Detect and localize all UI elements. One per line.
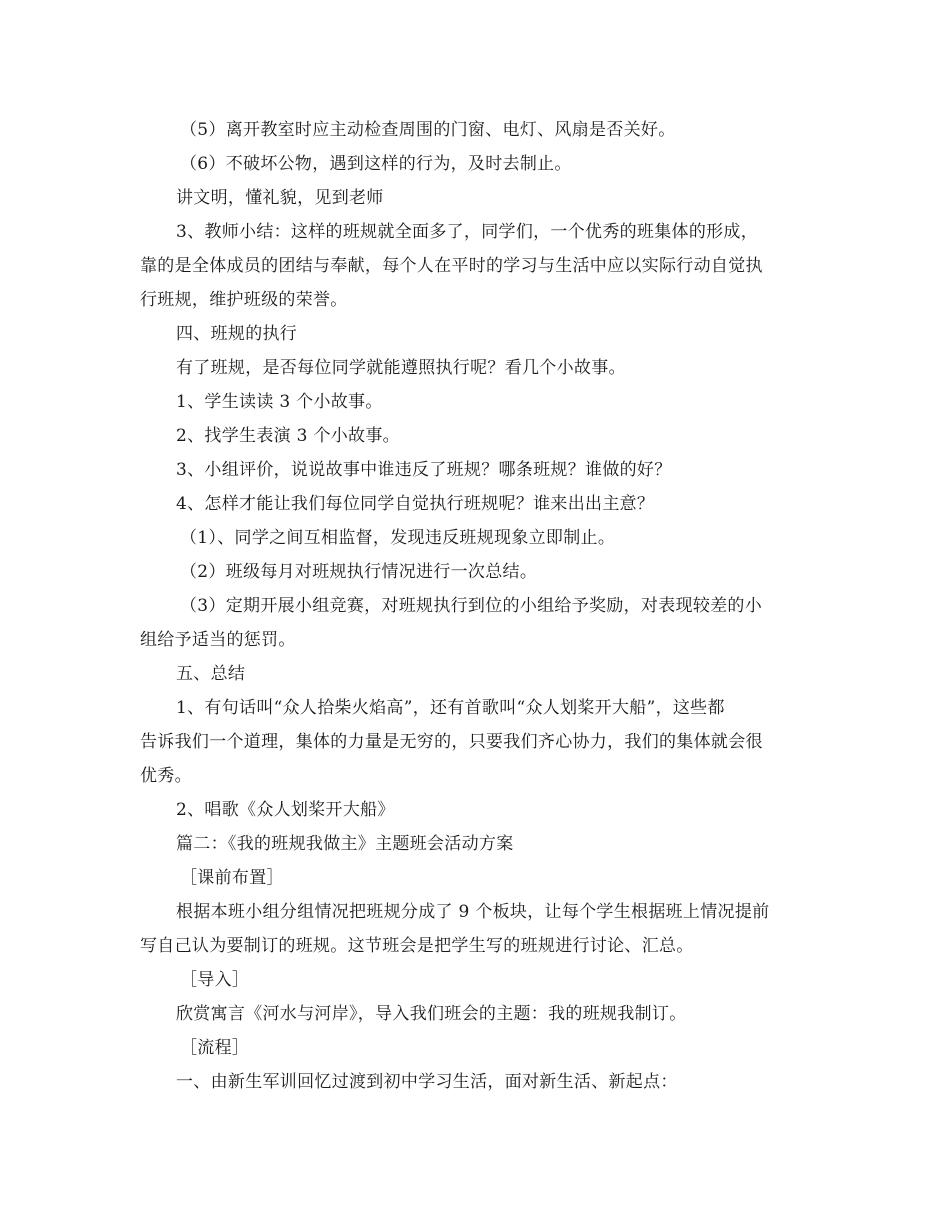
paragraph-line: 3、教师小结：这样的班规就全面多了，同学们，一个优秀的班集体的形成， bbox=[176, 222, 759, 242]
list-item: 2、唱歌《众人划桨开大船》 bbox=[176, 800, 395, 820]
paragraph-line: 组给予适当的惩罚。 bbox=[140, 630, 296, 650]
chapter-title: 篇二：《我的班规我做主》主题班会活动方案 bbox=[176, 834, 514, 854]
paragraph-line: 一、由新生军训回忆过渡到初中学习生活，面对新生活、新起点： bbox=[176, 1072, 678, 1092]
section-heading: 五、总结 bbox=[176, 664, 246, 684]
list-item: 2、找学生表演 3 个小故事。 bbox=[176, 426, 400, 446]
list-item: 1、学生读读 3 个小故事。 bbox=[176, 392, 383, 412]
paragraph-line: 告诉我们一个道理，集体的力量是无穷的，只要我们齐心协力，我们的集体就会很 bbox=[140, 732, 763, 752]
paragraph-line: 有了班规，是否每位同学就能遵照执行呢？看几个小故事。 bbox=[176, 358, 626, 378]
list-item: 3、小组评价，说说故事中谁违反了班规？哪条班规？谁做的好？ bbox=[176, 460, 672, 480]
paragraph-line: 写自己认为要制订的班规。这节班会是把学生写的班规进行讨论、汇总。 bbox=[140, 936, 694, 956]
bracket-heading: ［课前布置］ bbox=[180, 868, 284, 888]
paragraph-line: 行班规，维护班级的荣誉。 bbox=[140, 290, 348, 310]
rule-item-5: （5）离开教室时应主动检查周围的门窗、电灯、风扇是否关好。 bbox=[180, 120, 676, 140]
paragraph-line: 讲文明，懂礼貌，见到老师 bbox=[176, 188, 384, 208]
paragraph-line: 1、有句话叫“众人拾柴火焰高”，还有首歌叫“众人划桨开大船”，这些都 bbox=[176, 698, 725, 718]
rule-item-6: （6）不破坏公物，遇到这样的行为，及时去制止。 bbox=[180, 154, 572, 174]
paragraph-line: 靠的是全体成员的团结与奉献，每个人在平时的学习与生活中应以实际行动自觉执 bbox=[140, 256, 763, 276]
section-heading: 四、班规的执行 bbox=[176, 324, 298, 344]
sub-list-item: （2）班级每月对班规执行情况进行一次总结。 bbox=[180, 562, 538, 582]
paragraph-line: 欣赏寓言《河水与河岸》，导入我们班会的主题：我的班规我制订。 bbox=[176, 1004, 687, 1024]
bracket-heading: ［流程］ bbox=[180, 1038, 250, 1058]
bracket-heading: ［导入］ bbox=[180, 970, 250, 990]
list-item: 4、怎样才能让我们每位同学自觉执行班规呢？谁来出出主意？ bbox=[176, 494, 655, 514]
sub-list-item: （3）定期开展小组竞赛，对班规执行到位的小组给予奖励，对表现较差的小 bbox=[180, 596, 763, 616]
paragraph-line: 根据本班小组分组情况把班规分成了 9 个板块，让每个学生根据班上情况提前 bbox=[176, 902, 770, 922]
sub-list-item: （1）、同学之间互相监督，发现违反班规现象立即制止。 bbox=[180, 528, 616, 548]
paragraph-line: 优秀。 bbox=[140, 766, 192, 786]
